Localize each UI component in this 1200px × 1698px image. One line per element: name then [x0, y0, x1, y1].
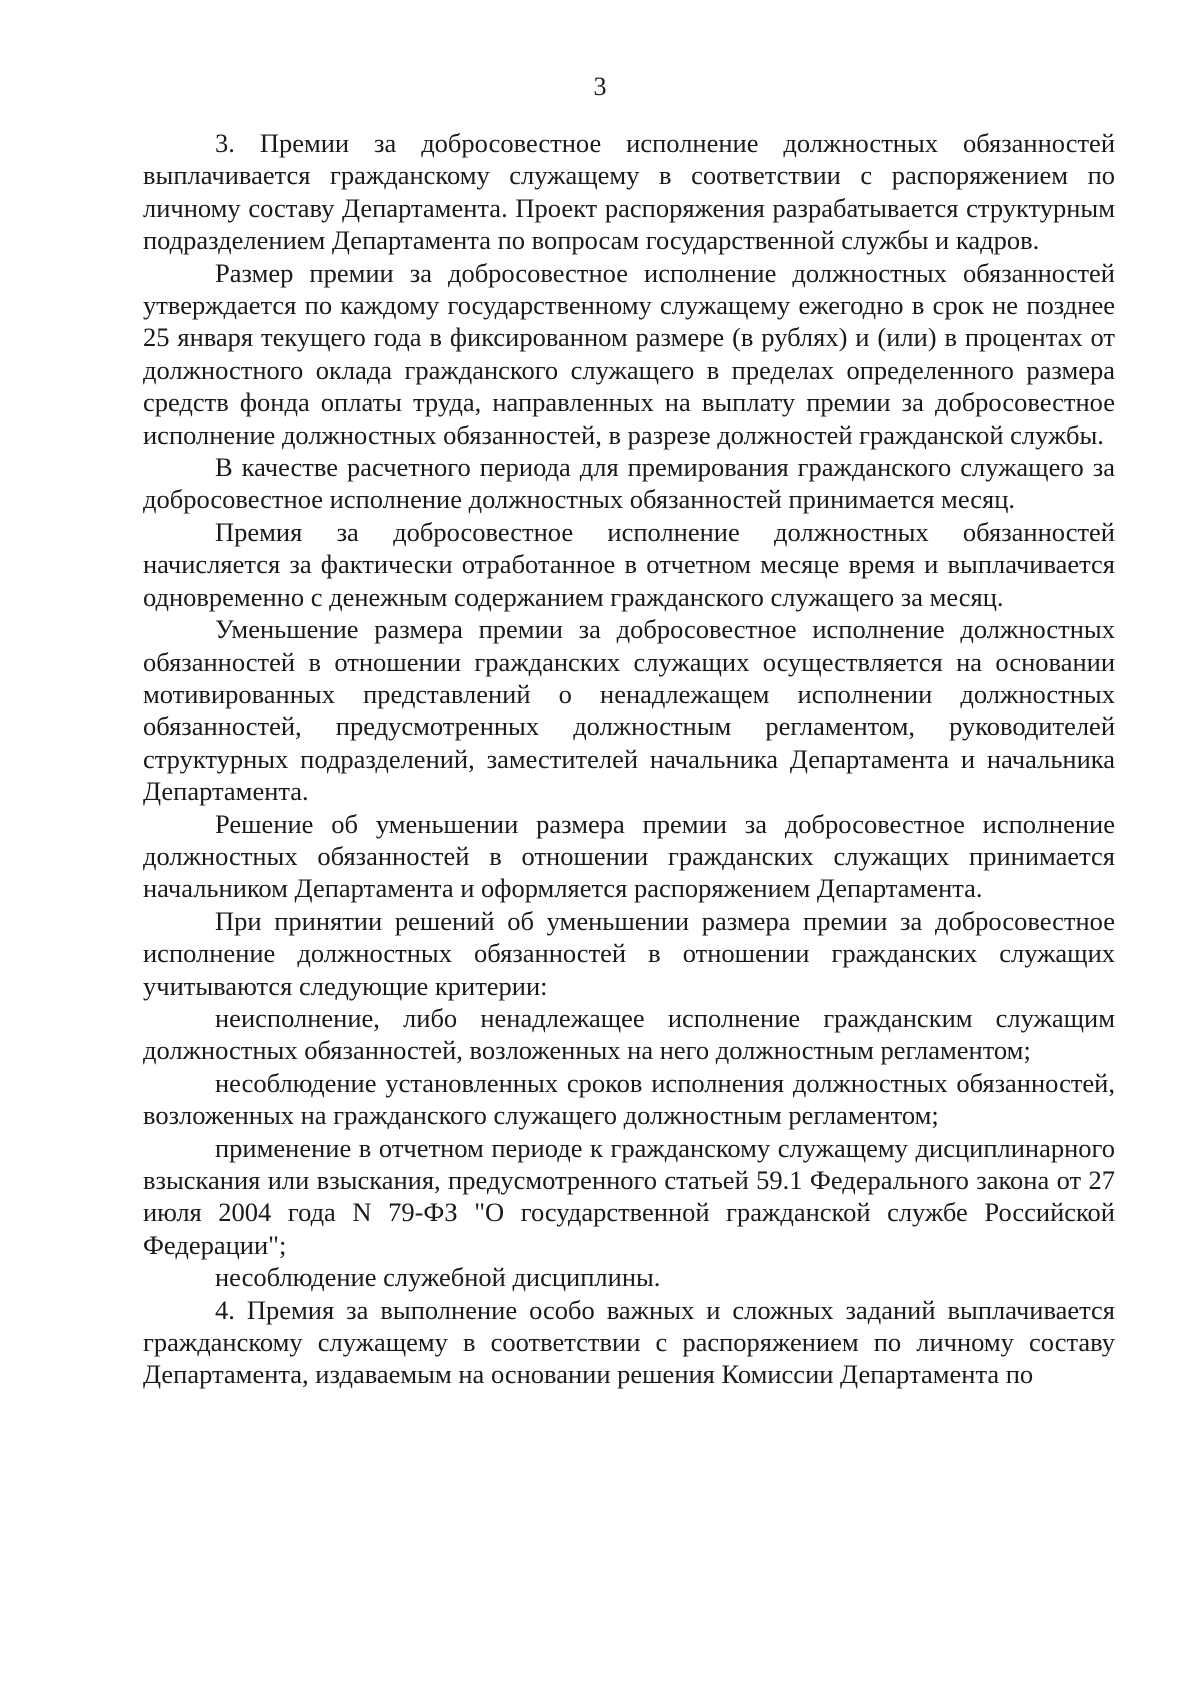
paragraph-special-tasks-premium: 4. Премия за выполнение особо важных и сложных заданий выплачивается гражданскому служащему в соответствии с распоряжением по личному составу Департамента, издаваемым на основании решения Комиссии Департамента по	[143, 1294, 1115, 1390]
page-number: 3	[593, 72, 607, 101]
criterion-deadlines: несоблюдение установленных сроков исполнения должностных обязанностей, возложенных на гражданского служащего должностным регламентом;	[143, 1067, 1115, 1131]
criterion-discipline: несоблюдение служебной дисциплины.	[215, 1262, 661, 1293]
paragraph-premium-reduction: Уменьшение размера премии за добросовестное исполнение должностных обязанностей в отношении гражданских служащих осуществляется на основании мотивированных представлений о ненадлежащем исполнении должностных обязанностей, предусмотренных должностным регламентом, руководителей структурных подразделений, заместителей начальника Департамента и начальника Департамента.	[143, 614, 1115, 807]
criterion-non-performance: неисполнение, либо ненадлежащее исполнение гражданским служащим должностных обязанностей, возложенных на него должностным регламентом;	[143, 1002, 1115, 1066]
paragraph-premium-payment: 3. Премии за добросовестное исполнение должностных обязанностей выплачивается гражданскому служащему в соответствии с распоряжением по личному составу Департамента. Проект распоряжения разрабатывается структурным подразделением Департамента по вопросам государственной службы и кадров.	[143, 128, 1115, 256]
paragraph-calculation-period: В качестве расчетного периода для премирования гражданского служащего за добросовестное исполнение должностных обязанностей принимается месяц.	[143, 452, 1115, 515]
document-body	[143, 127, 1115, 1391]
paragraph-premium-accrual: Премия за добросовестное исполнение должностных обязанностей начисляется за фактически отработанное в отчетном месяце время и выплачивается одновременно с денежным содержанием гражданского служащего за месяц.	[143, 516, 1115, 612]
paragraph-premium-size: Размер премии за добросовестное исполнение должностных обязанностей утверждается по каждому государственному служащему ежегодно в срок не позднее 25 января текущего года в фиксированном размере (в рублях) и (или) в процентах от должностного оклада гражданского служащего в пределах определенного размера средств фонда оплаты труда, направленных на выплату премии за добросовестное исполнение должностных обязанностей, в разрезе должностей гражданской службы.	[143, 257, 1115, 450]
paragraph-reduction-decision: Решение об уменьшении размера премии за добросовестное исполнение должностных обязанностей в отношении гражданских служащих принимается начальником Департамента и оформляется распоряжением Департамента.	[143, 808, 1115, 904]
criterion-disciplinary: применение в отчетном периоде к гражданскому служащему дисциплинарного взыскания или взыскания, предусмотренного статьей 59.1 Федерального закона от 27 июля 2004 года N 79-ФЗ "О государственной гражданской службе Российской Федерации";	[143, 1132, 1115, 1260]
paragraph-criteria-intro: При принятии решений об уменьшении размера премии за добросовестное исполнение должностных обязанностей в отношении гражданских служащих учитываются следующие критерии:	[143, 905, 1115, 1001]
